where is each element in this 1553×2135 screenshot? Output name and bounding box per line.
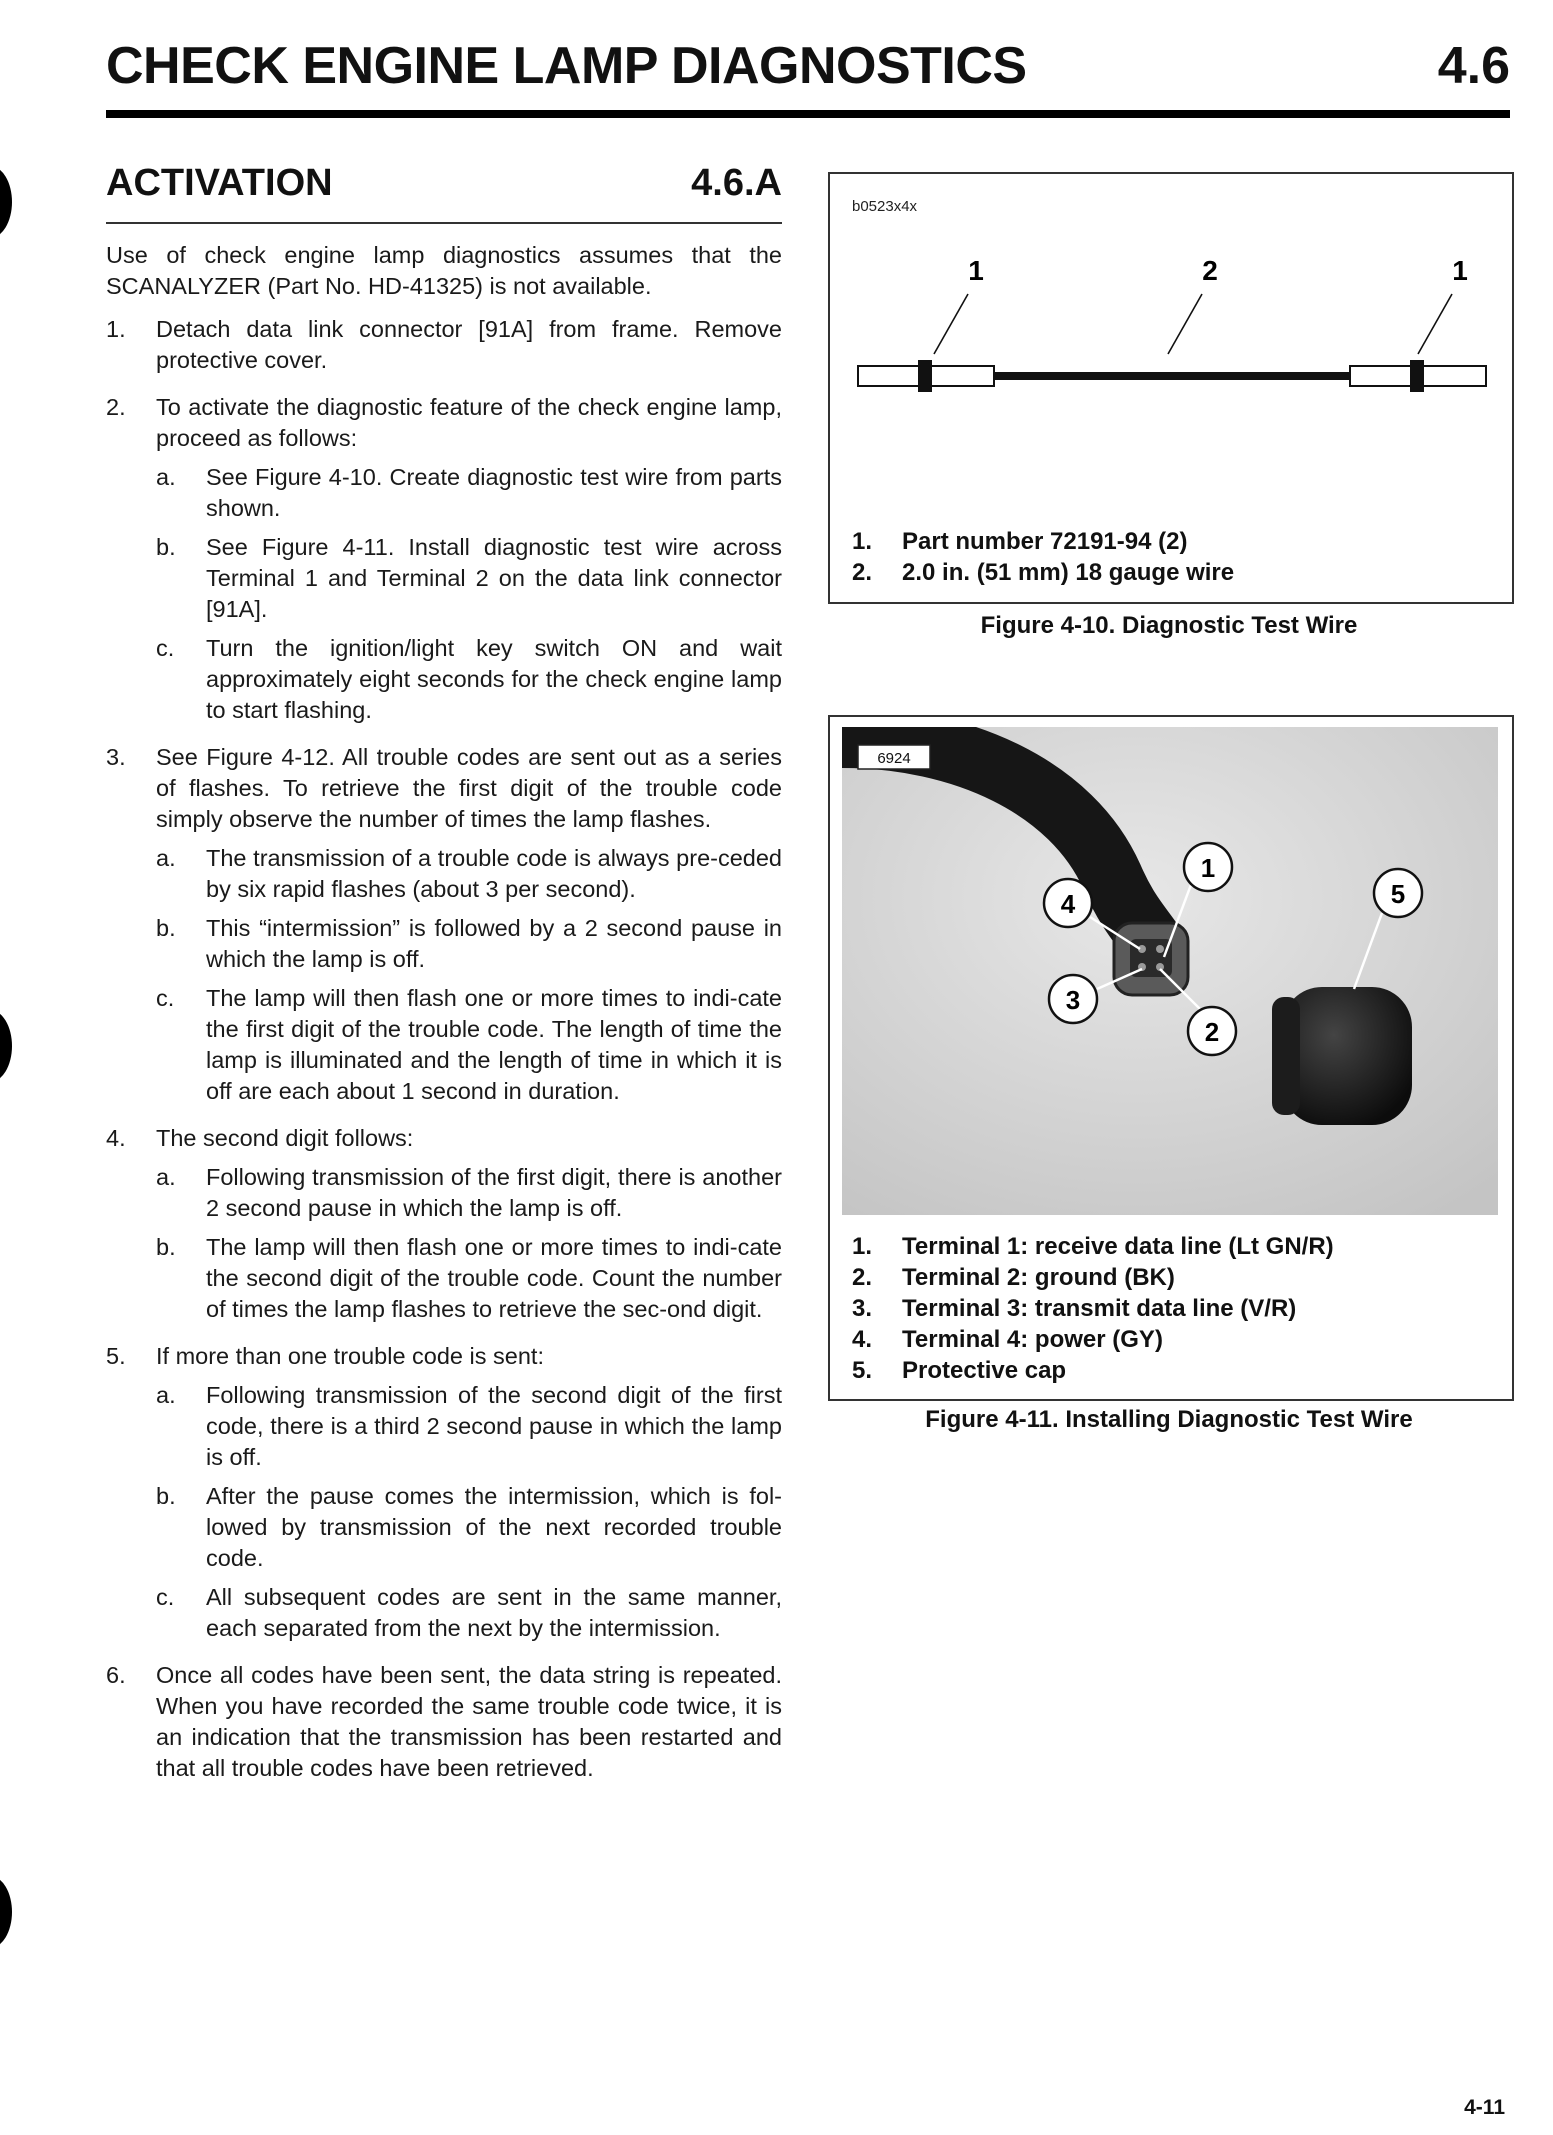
figure-legend xyxy=(852,1231,1334,1386)
leader-line xyxy=(1418,294,1452,354)
sub-step xyxy=(156,1380,782,1473)
callout-label: 3 xyxy=(1065,985,1081,1015)
sub-step xyxy=(156,1232,782,1325)
legend-item: 1. Terminal 1: receive data line (Lt GN/R) xyxy=(852,1233,1334,1260)
legend-item: 5. Protective cap xyxy=(852,1357,1067,1384)
step-number: 2. xyxy=(106,394,126,420)
figure-legend xyxy=(852,526,1234,588)
step-6 xyxy=(106,1660,782,1792)
step-number: 6. xyxy=(106,1662,126,1688)
figure-4-10 xyxy=(828,172,1514,604)
sub-step-letter: c. xyxy=(156,635,175,661)
section-number: 4.6.A xyxy=(691,162,782,204)
step-4 xyxy=(106,1123,782,1333)
figure-id: b0523x4x xyxy=(852,198,918,215)
procedure-text xyxy=(106,240,782,1800)
callout-label: 2 xyxy=(1204,1017,1220,1047)
sub-step-text: Turn the ignition/light key switch ON and wait approximately eight seconds for the check engine lamp to start flashing. xyxy=(206,635,782,723)
chapter-number: 4.6 xyxy=(1437,37,1510,95)
sub-step-text: See Figure 4-10. Create diagnostic test wire from parts shown. xyxy=(206,464,782,521)
legend-item: 1. Part number 72191-94 (2) xyxy=(852,528,1188,555)
connector-photo xyxy=(842,727,1498,1215)
section-title: ACTIVATION xyxy=(106,162,333,204)
callout-label: 1 xyxy=(968,255,984,286)
sub-step-text: The lamp will then flash one or more times to indi-cate the second digit of the trouble code. Count the number of times the lamp flashes to retrieve the sec-ond digit. xyxy=(206,1234,782,1322)
sub-step-letter: b. xyxy=(156,534,176,560)
step-3 xyxy=(106,742,782,1115)
sub-step-letter: a. xyxy=(156,464,176,490)
sub-step-letter: a. xyxy=(156,845,176,871)
protective-cap xyxy=(1282,987,1412,1125)
leader-line xyxy=(934,294,968,354)
binder-hole xyxy=(0,1876,12,1948)
step-text: See Figure 4-12. All trouble codes are sent out as a series of flashes. To retrieve the first digit of the trouble code simply observe the number of times the lamp flashes. xyxy=(156,744,782,832)
sub-step-text: The lamp will then flash one or more times to indi-cate the first digit of the trouble code. The length of time the lamp is illuminated and the length of time in which it is off are each about 1 second in duration. xyxy=(206,985,782,1104)
sub-step-text: Following transmission of the second digit of the first code, there is a third 2 second pause in which the lamp is off. xyxy=(206,1382,782,1470)
terminal-crimp-left xyxy=(918,360,932,392)
sub-step-letter: c. xyxy=(156,1584,175,1610)
section-rule xyxy=(106,222,782,224)
step-5 xyxy=(106,1341,782,1652)
step-2 xyxy=(106,392,782,734)
step-number: 3. xyxy=(106,744,126,770)
step-text: The second digit follows: xyxy=(156,1125,414,1151)
step-1 xyxy=(106,314,782,384)
figure-caption: Figure 4-10. Diagnostic Test Wire xyxy=(980,612,1358,639)
sub-step xyxy=(156,1582,782,1644)
sub-step-letter: b. xyxy=(156,1483,176,1509)
test-wire-diagram xyxy=(830,174,1512,434)
sub-step xyxy=(156,462,782,524)
step-text: To activate the diagnostic feature of the check engine lamp, proceed as follows: xyxy=(156,394,782,451)
step-number: 4. xyxy=(106,1125,126,1151)
sub-step-letter: c. xyxy=(156,985,175,1011)
binder-hole xyxy=(0,1010,12,1082)
sub-step-text: See Figure 4-11. Install diagnostic test wire across Terminal 1 and Terminal 2 on the data link connector [91A]. xyxy=(206,534,782,622)
legend-item: 2. Terminal 2: ground (BK) xyxy=(852,1264,1175,1291)
terminal-crimp-right xyxy=(1410,360,1424,392)
legend-item: 2. 2.0 in. (51 mm) 18 gauge wire xyxy=(852,559,1235,586)
page-number: 4-11 xyxy=(1464,2096,1505,2119)
figure-4-11 xyxy=(828,715,1514,1401)
intro-paragraph: Use of check engine lamp diagnostics assumes that the SCANALYZER (Part No. HD-41325) is not available. xyxy=(106,242,782,299)
sub-step xyxy=(156,532,782,625)
sub-step-letter: a. xyxy=(156,1382,176,1408)
sub-step-letter: a. xyxy=(156,1164,176,1190)
wire xyxy=(994,372,1350,380)
callout-label: 2 xyxy=(1202,255,1218,286)
figure-caption: Figure 4-11. Installing Diagnostic Test Wire xyxy=(925,1406,1413,1433)
step-number: 1. xyxy=(106,316,126,342)
callout-label: 1 xyxy=(1200,853,1216,883)
sub-step xyxy=(156,1481,782,1574)
legend-item: 4. Terminal 4: power (GY) xyxy=(852,1326,1163,1353)
page-title: CHECK ENGINE LAMP DIAGNOSTICS xyxy=(106,37,1027,95)
sub-step xyxy=(156,633,782,726)
sub-step-text: Following transmission of the first digit, there is another 2 second pause in which the lamp is off. xyxy=(206,1164,782,1221)
callout-label: 4 xyxy=(1060,889,1076,919)
sub-step-text: This “intermission” is followed by a 2 second pause in which the lamp is off. xyxy=(206,915,782,972)
callout-label: 1 xyxy=(1452,255,1468,286)
sub-step xyxy=(156,843,782,905)
sub-step xyxy=(156,1162,782,1224)
sub-step-letter: b. xyxy=(156,915,176,941)
legend-item: 3. Terminal 3: transmit data line (V/R) xyxy=(852,1295,1297,1322)
sub-step xyxy=(156,913,782,975)
protective-cap-rim xyxy=(1272,997,1300,1115)
terminal-pin xyxy=(1156,945,1164,953)
step-number: 5. xyxy=(106,1343,126,1369)
callout-label: 5 xyxy=(1390,879,1406,909)
header-rule xyxy=(106,110,1510,118)
binder-hole xyxy=(0,166,12,238)
step-text: Detach data link connector [91A] from frame. Remove protective cover. xyxy=(156,316,782,373)
step-text: Once all codes have been sent, the data string is repeated. When you have recorded the same trouble code twice, it is an indication that the transmission has been restarted and that all trouble codes have been retrieved. xyxy=(156,1662,782,1781)
sub-step-text: After the pause comes the intermission, which is fol-lowed by transmission of the next recorded trouble code. xyxy=(206,1483,782,1571)
sub-step-text: All subsequent codes are sent in the same manner, each separated from the next by the intermission. xyxy=(206,1584,782,1641)
sub-step-text: The transmission of a trouble code is always pre-ceded by six rapid flashes (about 3 per second). xyxy=(206,845,782,902)
sub-step xyxy=(156,983,782,1107)
photo-id: 6924 xyxy=(877,750,911,767)
leader-line xyxy=(1168,294,1202,354)
step-text: If more than one trouble code is sent: xyxy=(156,1343,544,1369)
sub-step-letter: b. xyxy=(156,1234,176,1260)
